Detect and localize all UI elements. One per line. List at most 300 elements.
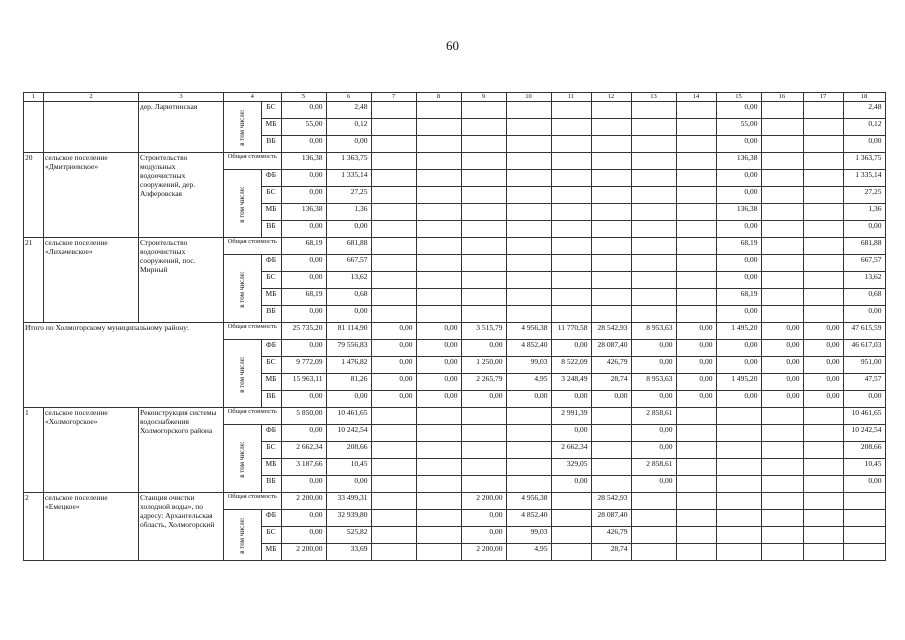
- value-cell: 951,00: [843, 357, 885, 374]
- value-cell: [803, 255, 843, 272]
- value-cell: 0,00: [843, 306, 885, 323]
- value-cell: [371, 221, 416, 238]
- value-cell: [761, 459, 803, 476]
- value-cell: 81,26: [326, 374, 371, 391]
- value-cell: 0,00: [761, 374, 803, 391]
- value-cell: [591, 119, 631, 136]
- value-cell: 0,00: [281, 340, 326, 357]
- value-cell: [591, 153, 631, 170]
- value-cell: 0,00: [461, 391, 506, 408]
- value-cell: 426,79: [591, 357, 631, 374]
- value-cell: 0,00: [416, 323, 461, 340]
- value-cell: 4 852,40: [506, 340, 551, 357]
- header-cell-11: 11: [551, 93, 591, 102]
- funding-table: [23, 92, 886, 561]
- value-cell: 2 858,61: [631, 459, 676, 476]
- value-cell: 136,38: [716, 204, 761, 221]
- value-cell: 2 200,00: [281, 544, 326, 561]
- value-cell: [803, 476, 843, 493]
- value-cell: [416, 527, 461, 544]
- value-cell: [631, 204, 676, 221]
- value-cell: [676, 442, 716, 459]
- value-cell: [803, 544, 843, 561]
- value-cell: 0,00: [631, 425, 676, 442]
- value-cell: [551, 102, 591, 119]
- value-cell: 1 476,82: [326, 357, 371, 374]
- page-number: 60: [446, 38, 459, 53]
- value-cell: 525,82: [326, 527, 371, 544]
- value-cell: [461, 306, 506, 323]
- value-cell: 0,00: [326, 221, 371, 238]
- value-cell: 1 363,75: [326, 153, 371, 170]
- value-cell: [371, 459, 416, 476]
- value-cell: 68,19: [716, 289, 761, 306]
- fund-code: ФБ: [261, 425, 281, 442]
- including-text: в том числе:: [237, 109, 246, 146]
- value-cell: 0,00: [371, 374, 416, 391]
- header-row: [24, 93, 886, 102]
- value-cell: 28,74: [591, 544, 631, 561]
- value-cell: 667,57: [326, 255, 371, 272]
- header-cell-3: 3: [139, 93, 224, 102]
- fund-code: ВБ: [261, 306, 281, 323]
- value-cell: [761, 170, 803, 187]
- value-cell: [676, 544, 716, 561]
- fund-code: ВБ: [261, 476, 281, 493]
- header-cell-4: 4: [224, 93, 282, 102]
- value-cell: [371, 544, 416, 561]
- value-cell: 9 772,09: [281, 357, 326, 374]
- value-cell: 0,00: [281, 136, 326, 153]
- value-cell: [631, 544, 676, 561]
- value-cell: 27,25: [326, 187, 371, 204]
- value-cell: [676, 306, 716, 323]
- value-cell: 0,00: [281, 102, 326, 119]
- value-cell: 681,88: [326, 238, 371, 255]
- value-cell: [461, 425, 506, 442]
- value-cell: 68,19: [281, 289, 326, 306]
- value-cell: [506, 272, 551, 289]
- fund-code: МБ: [261, 544, 281, 561]
- value-cell: 0,00: [551, 391, 591, 408]
- value-cell: 8 953,63: [631, 323, 676, 340]
- value-cell: [506, 221, 551, 238]
- value-cell: [551, 204, 591, 221]
- value-cell: 0,00: [761, 323, 803, 340]
- value-cell: [716, 544, 761, 561]
- value-cell: 1 363,75: [843, 153, 885, 170]
- value-cell: [461, 204, 506, 221]
- object-name: Станция очистки холодной воды», по адресу: Архангельская область, Холмогорский: [139, 493, 224, 561]
- value-cell: 0,00: [416, 340, 461, 357]
- value-cell: [761, 476, 803, 493]
- value-cell: 1 335,14: [843, 170, 885, 187]
- fund-code: ФБ: [261, 255, 281, 272]
- fund-code: МБ: [261, 374, 281, 391]
- value-cell: 0,00: [716, 272, 761, 289]
- value-cell: 0,00: [716, 357, 761, 374]
- value-cell: 4 852,40: [506, 510, 551, 527]
- value-cell: 0,00: [551, 476, 591, 493]
- value-cell: [371, 289, 416, 306]
- value-cell: [371, 408, 416, 425]
- value-cell: [461, 170, 506, 187]
- value-cell: [676, 493, 716, 510]
- value-cell: [803, 527, 843, 544]
- value-cell: 136,38: [716, 153, 761, 170]
- value-cell: [461, 102, 506, 119]
- value-cell: [591, 204, 631, 221]
- value-cell: [416, 272, 461, 289]
- value-cell: [506, 187, 551, 204]
- value-cell: [461, 255, 506, 272]
- value-cell: 0,00: [631, 442, 676, 459]
- value-cell: 3 187,66: [281, 459, 326, 476]
- value-cell: [631, 272, 676, 289]
- value-cell: [551, 255, 591, 272]
- value-cell: [461, 136, 506, 153]
- total-cost-label: Общая стоимость: [224, 408, 282, 425]
- value-cell: [416, 238, 461, 255]
- value-cell: 0,00: [281, 187, 326, 204]
- value-cell: 0,00: [676, 357, 716, 374]
- value-cell: [716, 510, 761, 527]
- value-cell: 0,00: [631, 340, 676, 357]
- value-cell: [371, 255, 416, 272]
- fund-code: МБ: [261, 459, 281, 476]
- value-cell: [803, 289, 843, 306]
- value-cell: [631, 153, 676, 170]
- value-cell: 33,69: [326, 544, 371, 561]
- value-cell: [416, 408, 461, 425]
- total-row: [24, 493, 886, 510]
- value-cell: 0,00: [281, 272, 326, 289]
- value-cell: [551, 527, 591, 544]
- value-cell: [803, 272, 843, 289]
- row-number: 1: [24, 408, 44, 493]
- value-cell: [761, 527, 803, 544]
- value-cell: 0,00: [461, 527, 506, 544]
- value-cell: 0,00: [803, 374, 843, 391]
- value-cell: 47 615,59: [843, 323, 885, 340]
- value-cell: [416, 170, 461, 187]
- value-cell: 0,00: [281, 221, 326, 238]
- value-cell: 25 735,20: [281, 323, 326, 340]
- value-cell: 3 248,49: [551, 374, 591, 391]
- value-cell: [676, 221, 716, 238]
- value-cell: 8 522,09: [551, 357, 591, 374]
- value-cell: 33 499,31: [326, 493, 371, 510]
- value-cell: [716, 527, 761, 544]
- value-cell: [506, 289, 551, 306]
- value-cell: [803, 221, 843, 238]
- value-cell: 2 662,34: [551, 442, 591, 459]
- fund-code: МБ: [261, 289, 281, 306]
- value-cell: 208,66: [326, 442, 371, 459]
- value-cell: [676, 187, 716, 204]
- value-cell: [676, 476, 716, 493]
- value-cell: 68,19: [281, 238, 326, 255]
- value-cell: 10 242,54: [326, 425, 371, 442]
- value-cell: [761, 187, 803, 204]
- header-cell-9: 9: [461, 93, 506, 102]
- total-cost-label: Общая стоимость: [224, 153, 282, 170]
- value-cell: [371, 442, 416, 459]
- value-cell: [461, 221, 506, 238]
- value-cell: 28 542,93: [591, 493, 631, 510]
- value-cell: 2 265,79: [461, 374, 506, 391]
- row-number: 21: [24, 238, 44, 323]
- value-cell: [506, 153, 551, 170]
- value-cell: 0,00: [761, 357, 803, 374]
- value-cell: [676, 119, 716, 136]
- value-cell: 3 515,79: [461, 323, 506, 340]
- value-cell: [371, 306, 416, 323]
- header-cell-15: 15: [716, 93, 761, 102]
- value-cell: 0,00: [461, 510, 506, 527]
- value-cell: [591, 238, 631, 255]
- value-cell: [631, 238, 676, 255]
- row-number: 2: [24, 493, 44, 561]
- value-cell: 0,12: [843, 119, 885, 136]
- value-cell: [551, 306, 591, 323]
- value-cell: [461, 289, 506, 306]
- value-cell: [416, 204, 461, 221]
- value-cell: [803, 306, 843, 323]
- value-cell: [803, 136, 843, 153]
- value-cell: [761, 255, 803, 272]
- value-cell: 0,00: [803, 340, 843, 357]
- including-label: [224, 340, 262, 408]
- value-cell: [761, 153, 803, 170]
- value-cell: [716, 425, 761, 442]
- value-cell: 0,00: [716, 391, 761, 408]
- value-cell: [461, 153, 506, 170]
- value-cell: 208,66: [843, 442, 885, 459]
- including-text: в том числе:: [237, 185, 246, 223]
- header-cell-5: 5: [281, 93, 326, 102]
- value-cell: 0,00: [281, 306, 326, 323]
- header-cell-6: 6: [326, 93, 371, 102]
- including-label: [224, 425, 262, 493]
- value-cell: [716, 408, 761, 425]
- value-cell: 0,00: [843, 221, 885, 238]
- value-cell: [843, 544, 885, 561]
- value-cell: [761, 408, 803, 425]
- value-cell: 28 087,40: [591, 340, 631, 357]
- header-cell-1: 1: [24, 93, 44, 102]
- value-cell: [461, 272, 506, 289]
- value-cell: [506, 408, 551, 425]
- value-cell: 1,36: [326, 204, 371, 221]
- value-cell: [631, 119, 676, 136]
- fund-code: БС: [261, 102, 281, 119]
- value-cell: [416, 119, 461, 136]
- value-cell: 0,00: [716, 187, 761, 204]
- value-cell: 11 770,58: [551, 323, 591, 340]
- value-cell: 47,57: [843, 374, 885, 391]
- value-cell: [676, 510, 716, 527]
- value-cell: [803, 170, 843, 187]
- value-cell: 0,00: [716, 170, 761, 187]
- value-cell: [803, 510, 843, 527]
- fund-row: [24, 102, 886, 119]
- value-cell: 0,00: [551, 340, 591, 357]
- value-cell: [371, 204, 416, 221]
- value-cell: [676, 408, 716, 425]
- value-cell: [631, 527, 676, 544]
- value-cell: [803, 153, 843, 170]
- value-cell: 0,00: [371, 391, 416, 408]
- value-cell: [591, 442, 631, 459]
- value-cell: 46 617,03: [843, 340, 885, 357]
- value-cell: [371, 510, 416, 527]
- fund-code: ВБ: [261, 136, 281, 153]
- value-cell: 0,00: [803, 357, 843, 374]
- value-cell: [761, 425, 803, 442]
- value-cell: [716, 442, 761, 459]
- value-cell: 99,03: [506, 357, 551, 374]
- value-cell: 99,03: [506, 527, 551, 544]
- value-cell: 2 991,39: [551, 408, 591, 425]
- value-cell: 0,00: [416, 357, 461, 374]
- value-cell: [631, 493, 676, 510]
- value-cell: [506, 119, 551, 136]
- value-cell: [506, 204, 551, 221]
- value-cell: [416, 102, 461, 119]
- value-cell: 2,48: [326, 102, 371, 119]
- value-cell: 0,00: [843, 391, 885, 408]
- value-cell: [416, 493, 461, 510]
- fund-code: ФБ: [261, 170, 281, 187]
- value-cell: [676, 204, 716, 221]
- value-cell: [591, 136, 631, 153]
- value-cell: [591, 306, 631, 323]
- value-cell: [506, 306, 551, 323]
- value-cell: 0,00: [716, 136, 761, 153]
- value-cell: [676, 238, 716, 255]
- fund-code: БС: [261, 442, 281, 459]
- value-cell: [676, 527, 716, 544]
- header-cell-16: 16: [761, 93, 803, 102]
- total-row: [24, 153, 886, 170]
- value-cell: 10 242,54: [843, 425, 885, 442]
- value-cell: 0,00: [631, 357, 676, 374]
- fund-code: ВБ: [261, 221, 281, 238]
- value-cell: [761, 442, 803, 459]
- value-cell: 667,57: [843, 255, 885, 272]
- value-cell: [803, 119, 843, 136]
- total-cost-label: Общая стоимость: [224, 323, 282, 340]
- object-name: дер. Ларютинская: [139, 102, 224, 153]
- header-cell-18: 18: [843, 93, 885, 102]
- value-cell: [676, 289, 716, 306]
- value-cell: 2 662,34: [281, 442, 326, 459]
- value-cell: 0,00: [843, 136, 885, 153]
- value-cell: 0,00: [631, 391, 676, 408]
- value-cell: [551, 136, 591, 153]
- value-cell: [551, 493, 591, 510]
- value-cell: 1 250,00: [461, 357, 506, 374]
- value-cell: 68,19: [716, 238, 761, 255]
- value-cell: 1 495,20: [716, 323, 761, 340]
- value-cell: [371, 493, 416, 510]
- value-cell: [803, 238, 843, 255]
- value-cell: [803, 459, 843, 476]
- value-cell: [631, 510, 676, 527]
- value-cell: 0,12: [326, 119, 371, 136]
- value-cell: [506, 476, 551, 493]
- value-cell: [803, 102, 843, 119]
- value-cell: 0,00: [716, 102, 761, 119]
- value-cell: 28 542,93: [591, 323, 631, 340]
- fund-code: БС: [261, 272, 281, 289]
- value-cell: [551, 272, 591, 289]
- value-cell: 55,00: [716, 119, 761, 136]
- object-name: Строительство модульных водоочистных сооружений, дер. Алферовская: [139, 153, 224, 238]
- value-cell: [761, 544, 803, 561]
- value-cell: 0,00: [371, 340, 416, 357]
- value-cell: [371, 272, 416, 289]
- value-cell: 0,68: [326, 289, 371, 306]
- value-cell: [551, 153, 591, 170]
- header-cell-2: 2: [44, 93, 139, 102]
- value-cell: 2 858,61: [631, 408, 676, 425]
- value-cell: 1 495,20: [716, 374, 761, 391]
- value-cell: 0,00: [281, 527, 326, 544]
- value-cell: 10 461,65: [326, 408, 371, 425]
- value-cell: [591, 408, 631, 425]
- fund-code: БС: [261, 357, 281, 374]
- value-cell: [803, 187, 843, 204]
- value-cell: [716, 493, 761, 510]
- value-cell: 0,00: [281, 510, 326, 527]
- value-cell: 0,00: [676, 391, 716, 408]
- value-cell: [371, 153, 416, 170]
- value-cell: [761, 102, 803, 119]
- value-cell: 81 114,90: [326, 323, 371, 340]
- value-cell: 0,00: [281, 425, 326, 442]
- value-cell: [843, 527, 885, 544]
- header-cell-12: 12: [591, 93, 631, 102]
- value-cell: [761, 306, 803, 323]
- value-cell: [551, 170, 591, 187]
- value-cell: [676, 153, 716, 170]
- value-cell: 0,00: [716, 340, 761, 357]
- value-cell: [676, 425, 716, 442]
- value-cell: [371, 425, 416, 442]
- value-cell: 2 200,00: [461, 493, 506, 510]
- value-cell: 0,00: [326, 476, 371, 493]
- value-cell: 13,62: [326, 272, 371, 289]
- including-label: [224, 510, 262, 561]
- value-cell: [416, 544, 461, 561]
- value-cell: [416, 510, 461, 527]
- value-cell: 0,00: [281, 391, 326, 408]
- value-cell: 0,00: [461, 340, 506, 357]
- header-cell-7: 7: [371, 93, 416, 102]
- value-cell: 4,95: [506, 374, 551, 391]
- value-cell: 0,00: [716, 255, 761, 272]
- value-cell: [631, 221, 676, 238]
- value-cell: 5 850,00: [281, 408, 326, 425]
- value-cell: [371, 476, 416, 493]
- value-cell: [676, 102, 716, 119]
- value-cell: 2 200,00: [461, 544, 506, 561]
- value-cell: [461, 187, 506, 204]
- value-cell: [676, 272, 716, 289]
- value-cell: 0,00: [803, 323, 843, 340]
